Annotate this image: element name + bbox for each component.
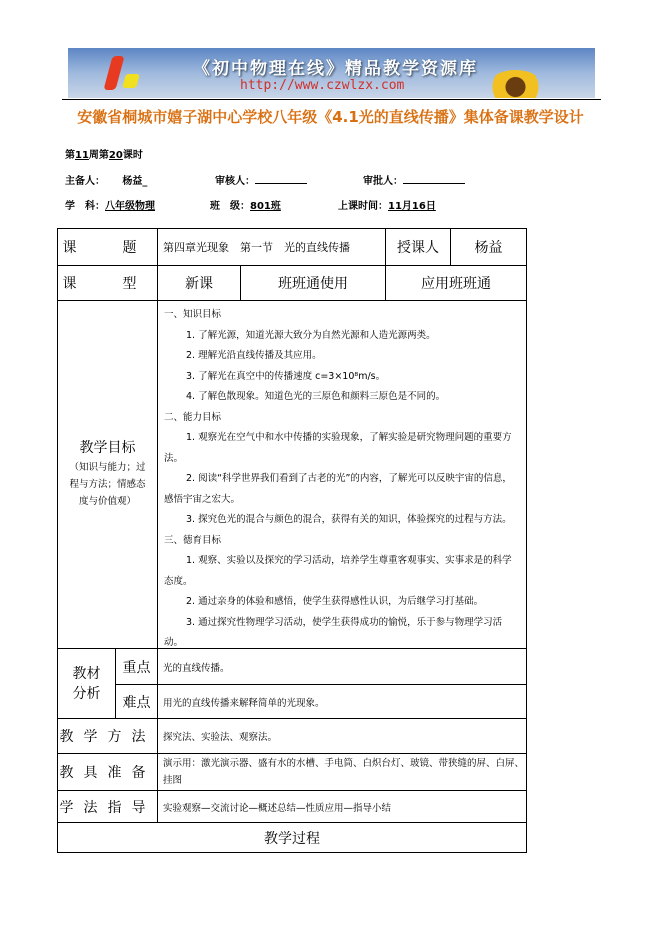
goal-item: 3. 了解光在真空中的传播速度 c=3×10⁸m/s。 (186, 370, 386, 382)
type-value: 新课 (157, 265, 241, 301)
class: 班 级：801班 (210, 201, 281, 212)
teacher-value: 杨益 (450, 228, 527, 266)
week-line: 第11周第20课时 (65, 150, 143, 161)
goal-item: 3. 通过探究性物理学习活动，使学生获得成功的愉悦，乐于参与物理学习活动。 (164, 616, 503, 648)
goal-heading: 一、知识目标 (164, 309, 222, 320)
header-rule (62, 99, 601, 100)
topic-label: 课 题 (57, 228, 158, 266)
difficulty-value: 用光的直线传播来解释简单的光现象。 (157, 684, 527, 719)
key-value: 光的直线传播。 (157, 648, 527, 685)
tools-label: 教具准备 (57, 753, 158, 791)
bbt-value: 应用班班通 (385, 265, 527, 301)
goals-label-cell (57, 300, 158, 649)
method-value: 探究法、实验法、观察法。 (157, 718, 527, 754)
tools-value: 演示用：激光演示器、盛有水的水槽、手电筒、白炽台灯、玻镜、带狭缝的屏、白屏、挂图 (157, 753, 527, 791)
approver: 审批人： (363, 172, 465, 187)
goal-item: 2. 通过亲身的体验和感悟，使学生获得感性认识，为后继学习打基础。 (186, 596, 484, 607)
goal-item: 3. 探究色光的混合与颜色的混合，获得有关的知识，体验探究的过程与方法。 (186, 514, 512, 525)
document-title: 安徽省桐城市嬉子湖中心学校八年级《4.1光的直线传播》集体备课教学设计 (77, 108, 584, 126)
guide-value: 实验观察—交流讨论—概述总结—性质应用—指导小结 (157, 790, 527, 823)
goal-item: 2. 阅读“科学世界我们看到了古老的光”的内容，了解光可以反映宇宙的信息，感悟宇宙之宏大。 (164, 473, 512, 505)
sunflower-image (488, 70, 543, 98)
logo-icon (103, 56, 124, 90)
logo-icon-accent (122, 74, 140, 88)
goal-item: 2. 理解光沿直线传播及其应用。 (186, 350, 322, 361)
topic-value: 第四章光现象 第一节 光的直线传播 (157, 228, 386, 266)
method-label: 教学方法 (57, 718, 158, 754)
bbt-label: 班班通使用 (240, 265, 386, 301)
goal-item: 1. 了解光源，知道光源大致分为自然光源和人造光源两类。 (186, 329, 436, 341)
goal-item: 1. 观察、实验以及探究的学习活动，培养学生尊重客观事实、实事求是的科学态度。 (164, 555, 512, 587)
reviewer: 审核人： (215, 172, 307, 187)
guide-label: 学法指导 (57, 790, 158, 823)
class-time: 上课时间：11月16日 (338, 201, 436, 212)
type-label: 课 型 (57, 265, 158, 301)
subject: 学 科：八年级物理 (65, 201, 155, 212)
lead-line: 主备人： 杨益_ (65, 176, 148, 187)
teacher-label: 授课人 (385, 228, 451, 266)
process-heading: 教学过程 (57, 822, 527, 853)
banner-url: http://www.czwlzx.com (240, 78, 405, 93)
difficulty-label: 难点 (115, 684, 158, 719)
goal-heading: 二、能力目标 (164, 411, 222, 423)
goals-label: 教学目标 (79, 440, 136, 456)
analysis-label: 教材分析 (57, 648, 116, 719)
goal-item: 4. 了解色散现象。知道色光的三原色和颜料三原色是不同的。 (186, 391, 446, 402)
goal-item: 1. 观察光在空气中和水中传播的实验现象，了解实验是研究物理问题的重要方法。 (164, 432, 512, 464)
key-label: 重点 (115, 648, 158, 685)
banner-title: 《初中物理在线》精品教学资源库 (193, 59, 478, 79)
goals-sublabel: （知识与能力；过程与方法；情感态度与价值观） (69, 462, 146, 507)
goal-heading: 三、德育目标 (164, 534, 222, 546)
site-banner (68, 48, 595, 98)
goals-content (157, 300, 527, 649)
